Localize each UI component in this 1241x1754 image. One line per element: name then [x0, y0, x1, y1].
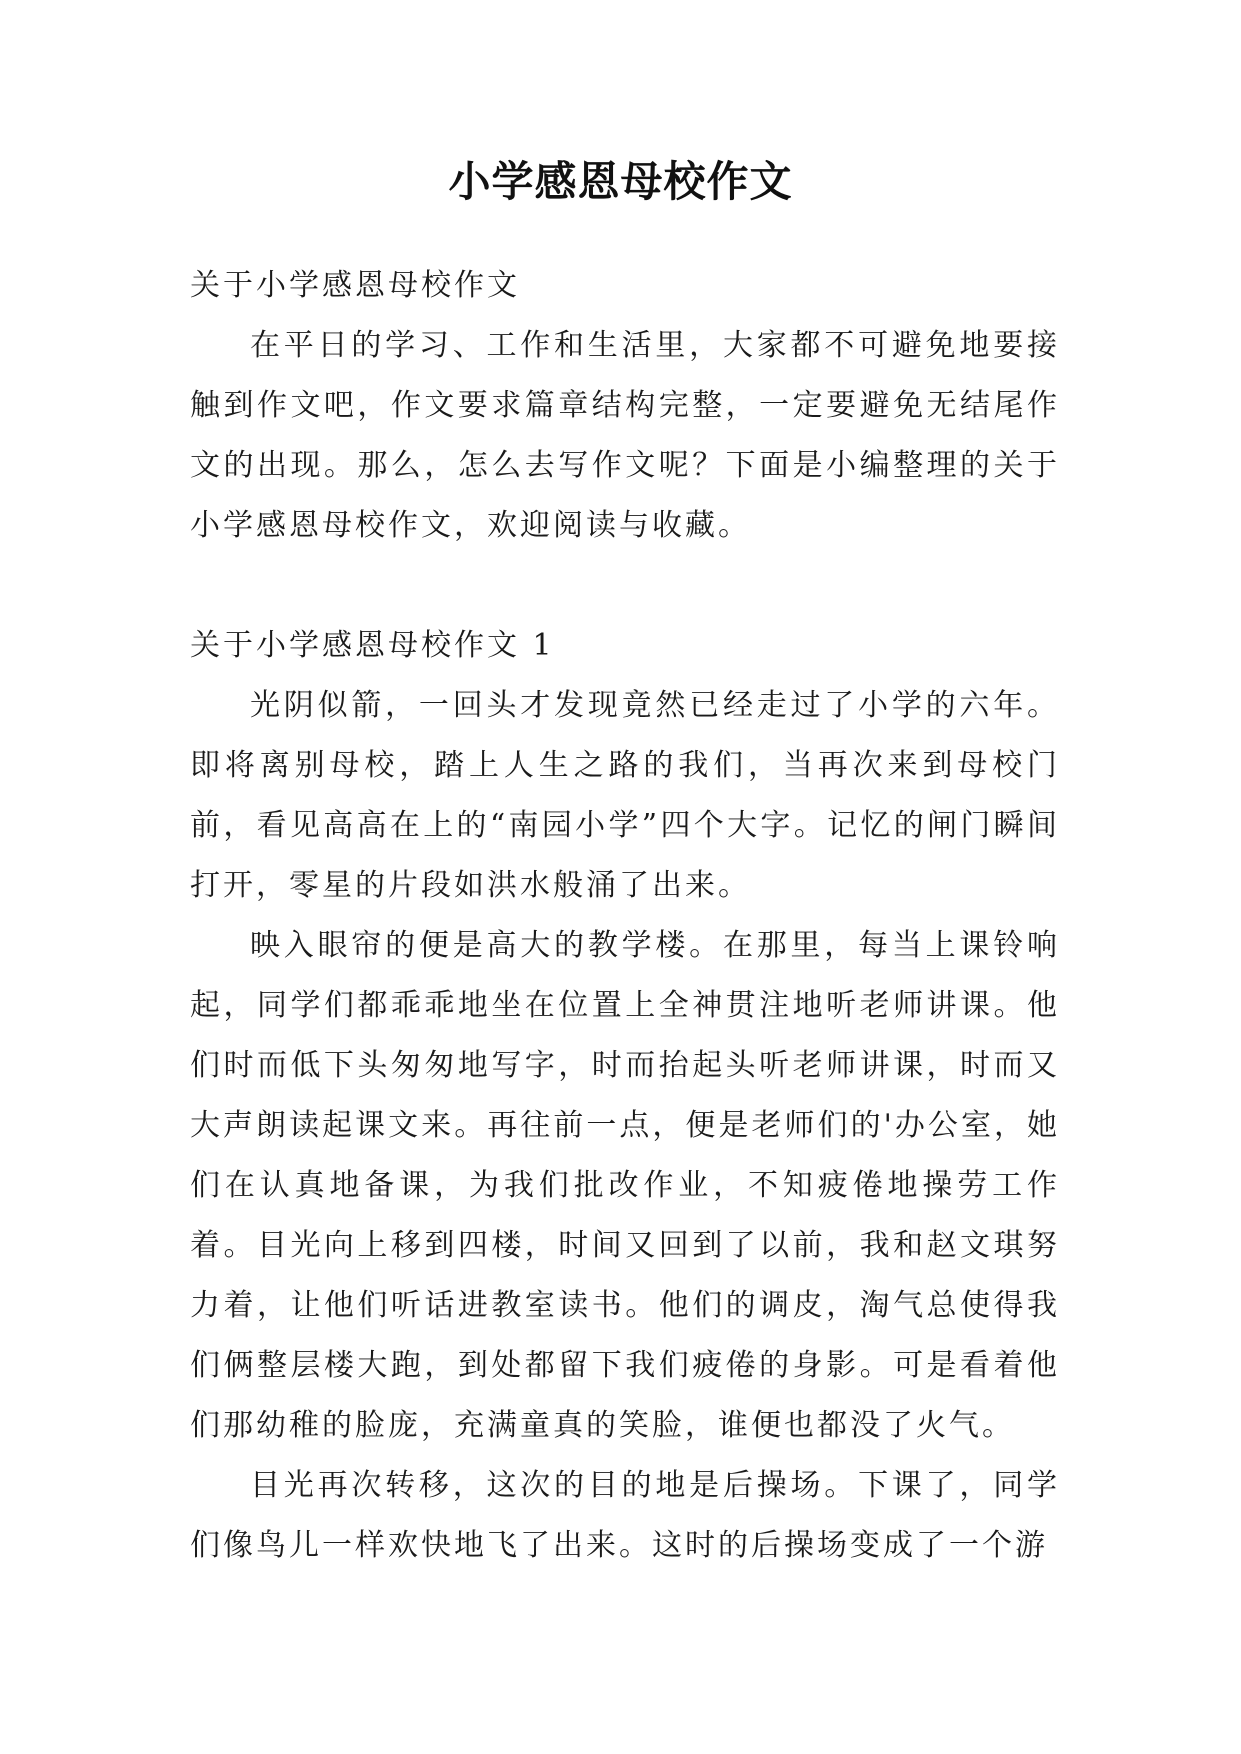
document-title: 小学感恩母校作文: [448, 157, 793, 206]
section-paragraph: 映入眼帘的便是高大的教学楼。在那里，每当上课铃响起，同学们都乖乖地坐在位置上全神贯注地听老师讲课。他们时而低下头匆匆地写字，时而抬起头听老师讲课，时而又大声朗读起课文来。再往前一点，便是老师们的'办公室，她们在认真地备课，为我们批改作业，不知疲倦地操劳工作着。目光向上移到四楼，时间又回到了以前，我和赵文琪努力着，让他们听话进教室读书。他们的调皮，淘气总使得我们俩整层楼大跑，到处都留下我们疲倦的身影。可是看着他们那幼稚的脸庞，充满童真的笑脸，谁便也都没了火气。: [190, 928, 1060, 1443]
intro-heading: 关于小学感恩母校作文: [190, 268, 520, 303]
section-paragraph: 目光再次转移，这次的目的地是后操场。下课了，同学们像鸟儿一样欢快地飞了出来。这时的后操场变成了一个游: [190, 1468, 1060, 1563]
section-heading: 关于小学感恩母校作文 1: [190, 628, 555, 663]
document-body: [190, 256, 1060, 1576]
intro-paragraph: 在平日的学习、工作和生活里，大家都不可避免地要接触到作文吧，作文要求篇章结构完整，一定要避免无结尾作文的出现。那么，怎么去写作文呢？下面是小编整理的关于小学感恩母校作文，欢迎阅读与收藏。: [190, 328, 1060, 543]
section-paragraph: 光阴似箭，一回头才发现竟然已经走过了小学的六年。即将离别母校，踏上人生之路的我们，当再次来到母校门前，看见高高在上的“南园小学”四个大字。记忆的闸门瞬间打开，零星的片段如洪水般涌了出来。: [190, 688, 1060, 903]
section-spacer: [190, 556, 1060, 616]
